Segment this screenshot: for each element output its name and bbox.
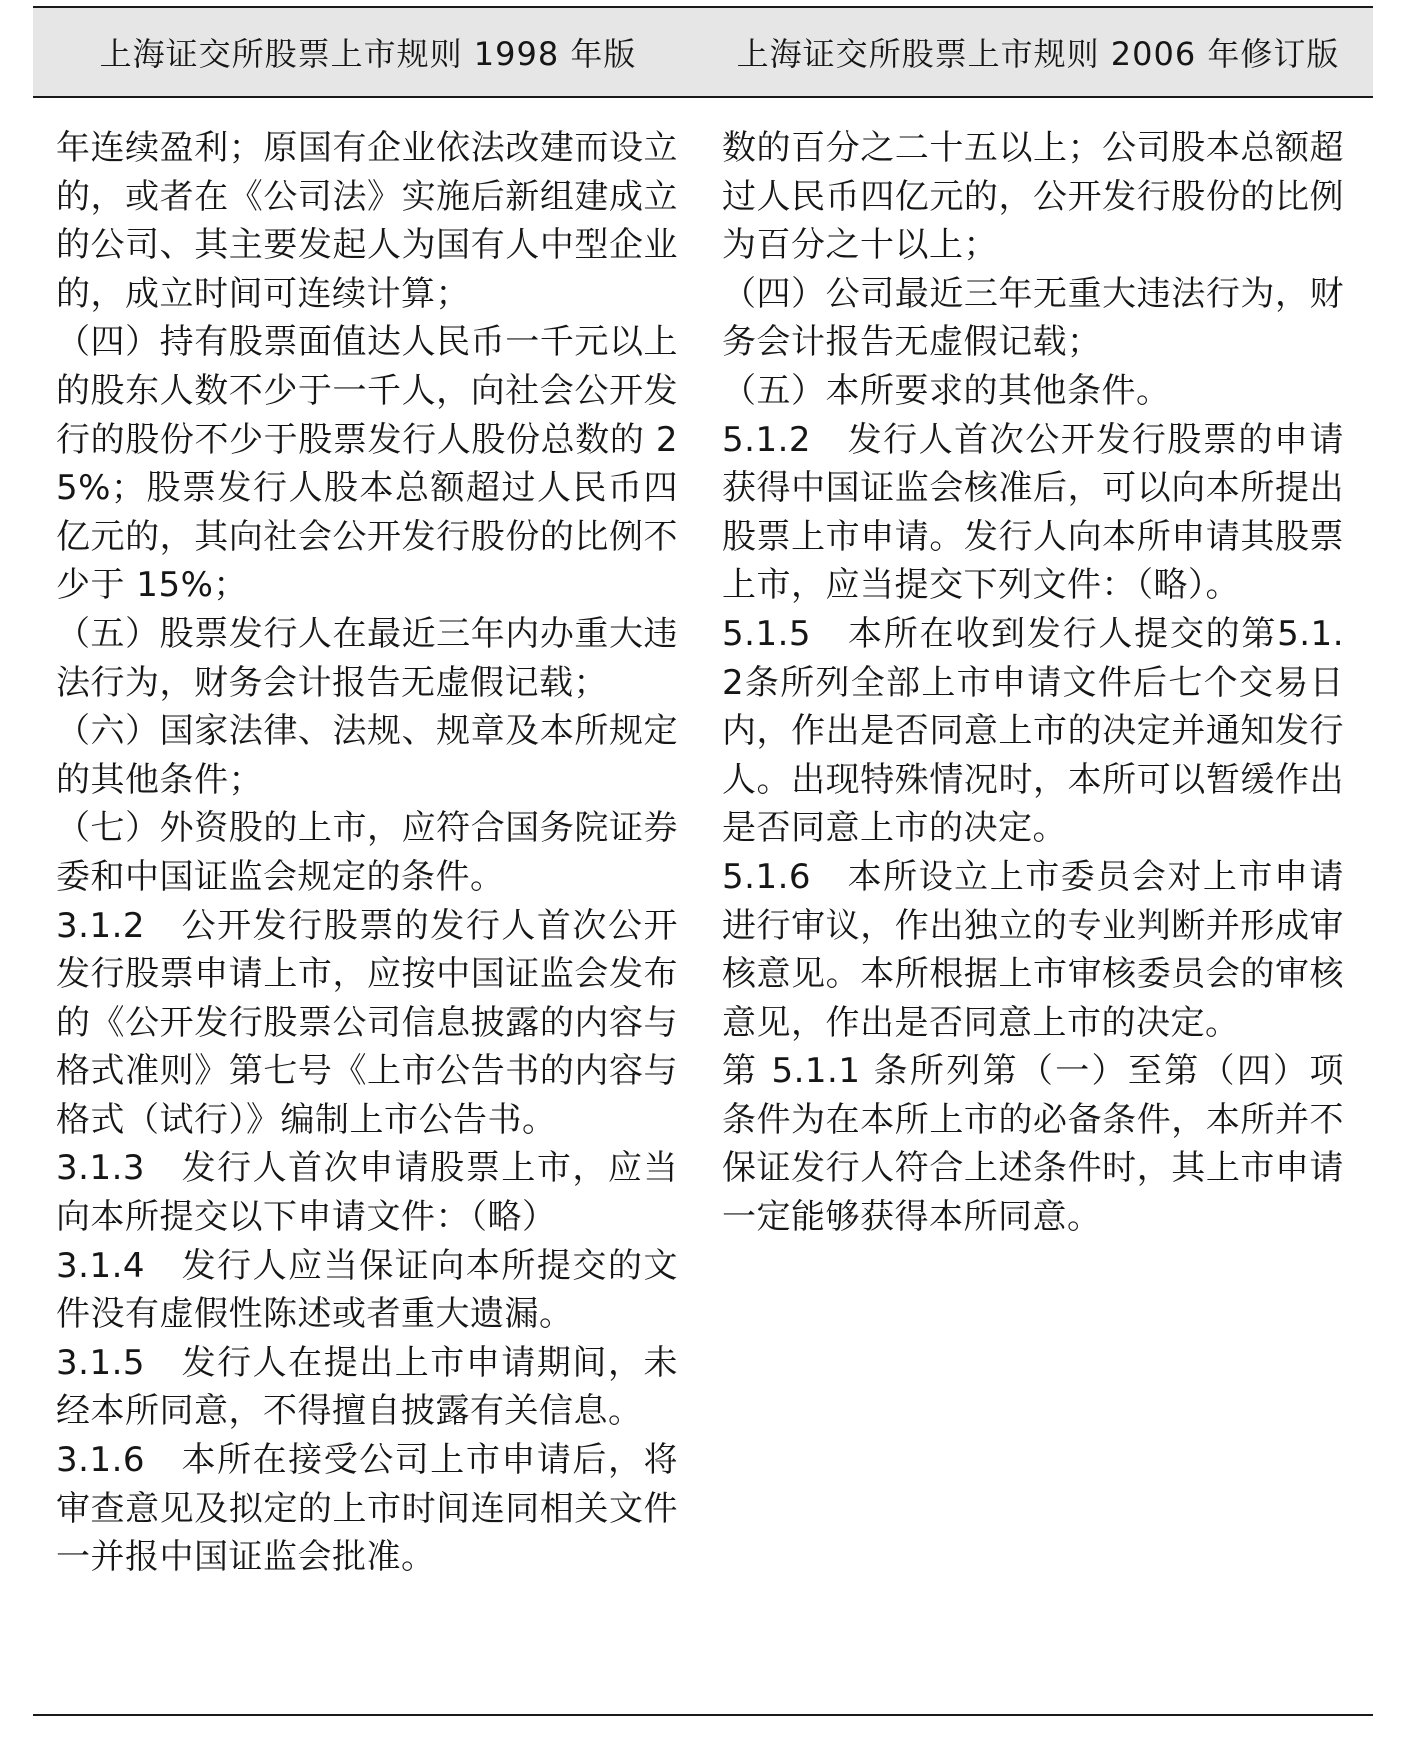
rule-paragraph: （四）持有股票面值达人民币一千元以上的股东人数不少于一千人，向社会公开发行的股份不少于股票发行人股份总数的 25%；股票发行人股本总额超过人民币四亿元的，其向社会公开发行股份的比例不少于 15%； — [56, 322, 678, 606]
rule-paragraph: 5.1.5 本所在收到发行人提交的第5.1.2条所列全部上市申请文件后七个交易日内，作出是否同意上市的决定并通知发行人。出现特殊情况时，本所可以暂缓作出是否同意上市的决定。 — [722, 613, 1344, 849]
rule-paragraph: 年连续盈利；原国有企业依法改建而设立的，或者在《公司法》实施后新组建成立的公司、其主要发起人为国有人中型企业的，成立时间可连续计算； — [56, 128, 678, 314]
rule-paragraph: 3.1.5 发行人在提出上市申请期间，未经本所同意，不得擅自披露有关信息。 — [56, 1342, 678, 1432]
column-1998-rules — [56, 124, 678, 1582]
rule-paragraph: 3.1.3 发行人首次申请股票上市，应当向本所提交以下申请文件：（略） — [56, 1148, 678, 1238]
table-bottom-rule — [33, 1714, 1373, 1716]
rule-paragraph: 3.1.4 发行人应当保证向本所提交的文件没有虚假性陈述或者重大遗漏。 — [56, 1245, 678, 1335]
rule-paragraph: （五）本所要求的其他条件。 — [722, 370, 1171, 411]
header-bottom-rule — [33, 96, 1373, 98]
rule-paragraph: （六）国家法律、法规、规章及本所规定的其他条件； — [56, 711, 678, 800]
table-header — [33, 8, 1373, 96]
header-1998-edition: 上海证交所股票上市规则 1998 年版 — [99, 35, 637, 73]
rule-paragraph: 数的百分之二十五以上；公司股本总额超过人民币四亿元的，公开发行股份的比例为百分之十以上； — [722, 128, 1344, 266]
rule-paragraph: 5.1.2 发行人首次公开发行股票的申请获得中国证监会核准后，可以向本所提出股票上市申请。发行人向本所申请其股票上市，应当提交下列文件：（略）。 — [722, 419, 1344, 606]
rule-paragraph: 3.1.6 本所在接受公司上市申请后，将审查意见及拟定的上市时间连同相关文件一并报中国证监会批准。 — [56, 1440, 678, 1578]
rule-paragraph: 5.1.6 本所设立上市委员会对上市申请进行审议，作出独立的专业判断并形成审核意见。本所根据上市审核委员会的审核意见，作出是否同意上市的决定。 — [722, 856, 1344, 1043]
header-2006-revised-edition: 上海证交所股票上市规则 2006 年修订版 — [736, 35, 1340, 73]
rule-paragraph: （五）股票发行人在最近三年内办重大违法行为，财务会计报告无虚假记载； — [56, 613, 678, 703]
rule-paragraph: 第 5.1.1 条所列第（一）至第（四）项条件为在本所上市的必备条件，本所并不保证发行人符合上述条件时，其上市申请一定能够获得本所同意。 — [722, 1051, 1344, 1238]
column-2006-rules — [722, 124, 1344, 1242]
rule-paragraph: （七）外资股的上市，应符合国务院证券委和中国证监会规定的条件。 — [56, 808, 678, 897]
rule-paragraph: 3.1.2 公开发行股票的发行人首次公开发行股票申请上市，应按中国证监会发布的《公开发行股票公司信息披露的内容与格式准则》第七号《上市公告书的内容与格式（试行）》编制上市公告书。 — [56, 905, 678, 1140]
rule-paragraph: （四）公司最近三年无重大违法行为，财务会计报告无虚假记载； — [722, 273, 1344, 363]
